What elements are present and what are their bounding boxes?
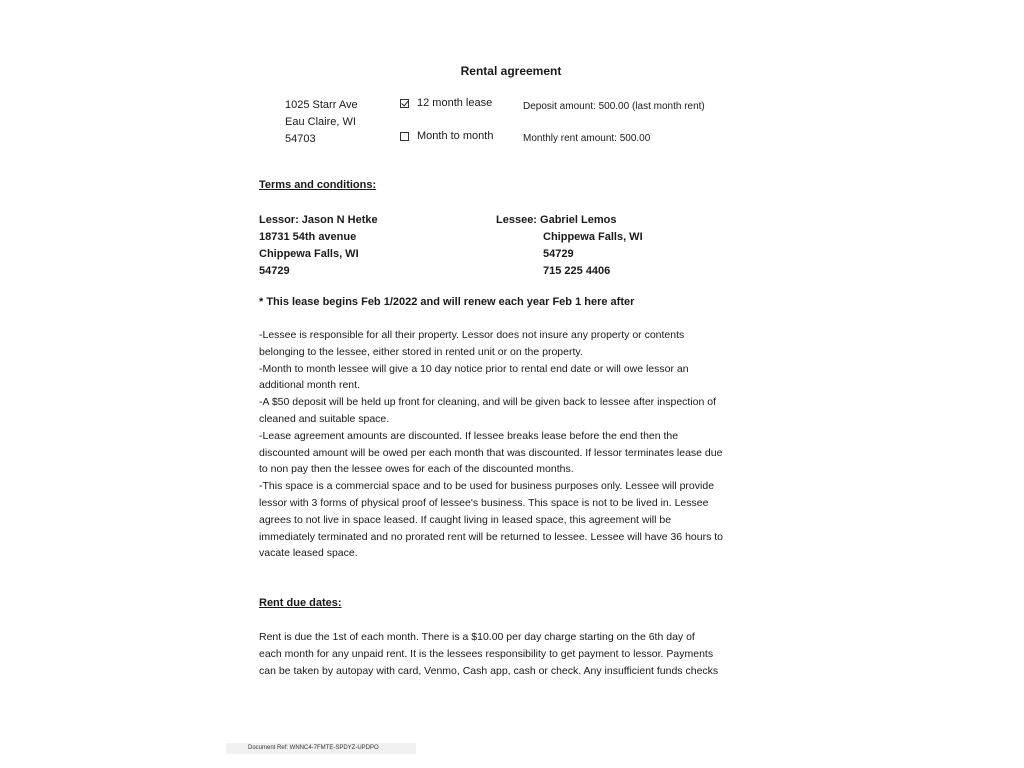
terms-line: discounted amount will be owed per each month that was discounted. If lessor terminates lease due bbox=[259, 446, 723, 459]
terms-line: -This space is a commercial space and to be used for business purposes only. Lessee will provide bbox=[259, 480, 715, 493]
lessee-name: Lessee: Gabriel Lemos bbox=[496, 214, 617, 226]
terms-line: agrees to not live in space leased. If caught living in leased space, this agreement will be bbox=[259, 513, 672, 526]
lessor-city: Chippewa Falls, WI bbox=[259, 248, 359, 260]
rent-line: can be taken by autopay with card, Venmo, Cash app, cash or check. Any insufficient funds checks bbox=[259, 664, 719, 677]
terms-body bbox=[259, 327, 765, 562]
terms-line: -A $50 deposit will be held up front for cleaning, and will be given back to lessee after inspection of bbox=[259, 396, 717, 409]
rent-body bbox=[259, 629, 765, 679]
lessor-name: Lessor: Jason N Hetke bbox=[259, 214, 378, 226]
lease-option-label: 12 month lease bbox=[417, 97, 493, 109]
terms-line: to non pay then the lessee owes for each of the discounted months. bbox=[259, 463, 574, 476]
lease-begins-note: * This lease begins Feb 1/2022 and will renew each year Feb 1 here after bbox=[259, 296, 635, 308]
terms-line: vacate leased space. bbox=[259, 547, 358, 560]
lessee-phone: 715 225 4406 bbox=[543, 265, 611, 277]
unchecked-checkbox-icon[interactable] bbox=[400, 132, 409, 141]
deposit-amount: Deposit amount: 500.00 (last month rent) bbox=[523, 101, 705, 112]
terms-line: -Lessee is responsible for all their property. Lessor does not insure any property or contents bbox=[259, 329, 685, 341]
lessee-block bbox=[496, 212, 643, 280]
lease-option-label: Month to month bbox=[417, 130, 494, 142]
checked-checkbox-icon[interactable] bbox=[400, 99, 409, 108]
terms-heading: Terms and conditions: bbox=[259, 179, 377, 191]
lessor-street: 18731 54th avenue bbox=[259, 231, 357, 243]
terms-line: cleaned and suitable space. bbox=[259, 412, 390, 425]
terms-line: belonging to the lessee, either stored in rented unit or on the property. bbox=[259, 345, 583, 358]
address-line: Eau Claire, WI bbox=[285, 116, 356, 128]
terms-line: additional month rent. bbox=[259, 379, 360, 392]
lease-option-month-to-month[interactable] bbox=[400, 130, 493, 142]
address-line: 1025 Starr Ave bbox=[285, 99, 358, 111]
terms-line: lessor with 3 forms of physical proof of lessee's business. This space is not to be lived in. Lessee bbox=[259, 496, 709, 509]
lease-option-12-month[interactable] bbox=[400, 97, 492, 109]
lessor-zip: 54729 bbox=[259, 265, 290, 277]
terms-line: -Lease agreement amounts are discounted. If lessee breaks lease before the end then the bbox=[259, 429, 679, 442]
lessee-zip: 54729 bbox=[543, 248, 574, 260]
property-address bbox=[285, 97, 358, 148]
monthly-rent-amount: Monthly rent amount: 500.00 bbox=[523, 133, 651, 144]
rent-line: Rent is due the 1st of each month. There is a $10.00 per day charge starting on the 6th day of bbox=[259, 631, 695, 643]
lessee-city: Chippewa Falls, WI bbox=[543, 231, 643, 243]
lessor-block bbox=[259, 212, 378, 280]
address-line: 54703 bbox=[285, 133, 316, 145]
terms-line: immediately terminated and no prorated rent will be returned to lessee. Lessee will have 36 hours to bbox=[259, 530, 724, 543]
document-title: Rental agreement bbox=[460, 64, 562, 78]
terms-line: -Month to month lessee will give a 10 day notice prior to rental end date or will owe lessor an bbox=[259, 362, 689, 375]
rent-heading: Rent due dates: bbox=[259, 597, 342, 609]
document-reference: Document Ref: WNNC4-7FMTE-SPDYZ-UPDPO bbox=[226, 743, 416, 754]
rent-line: each month for any unpaid rent. It is the lessees responsibility to get payment to lessor. Payments bbox=[259, 647, 714, 660]
